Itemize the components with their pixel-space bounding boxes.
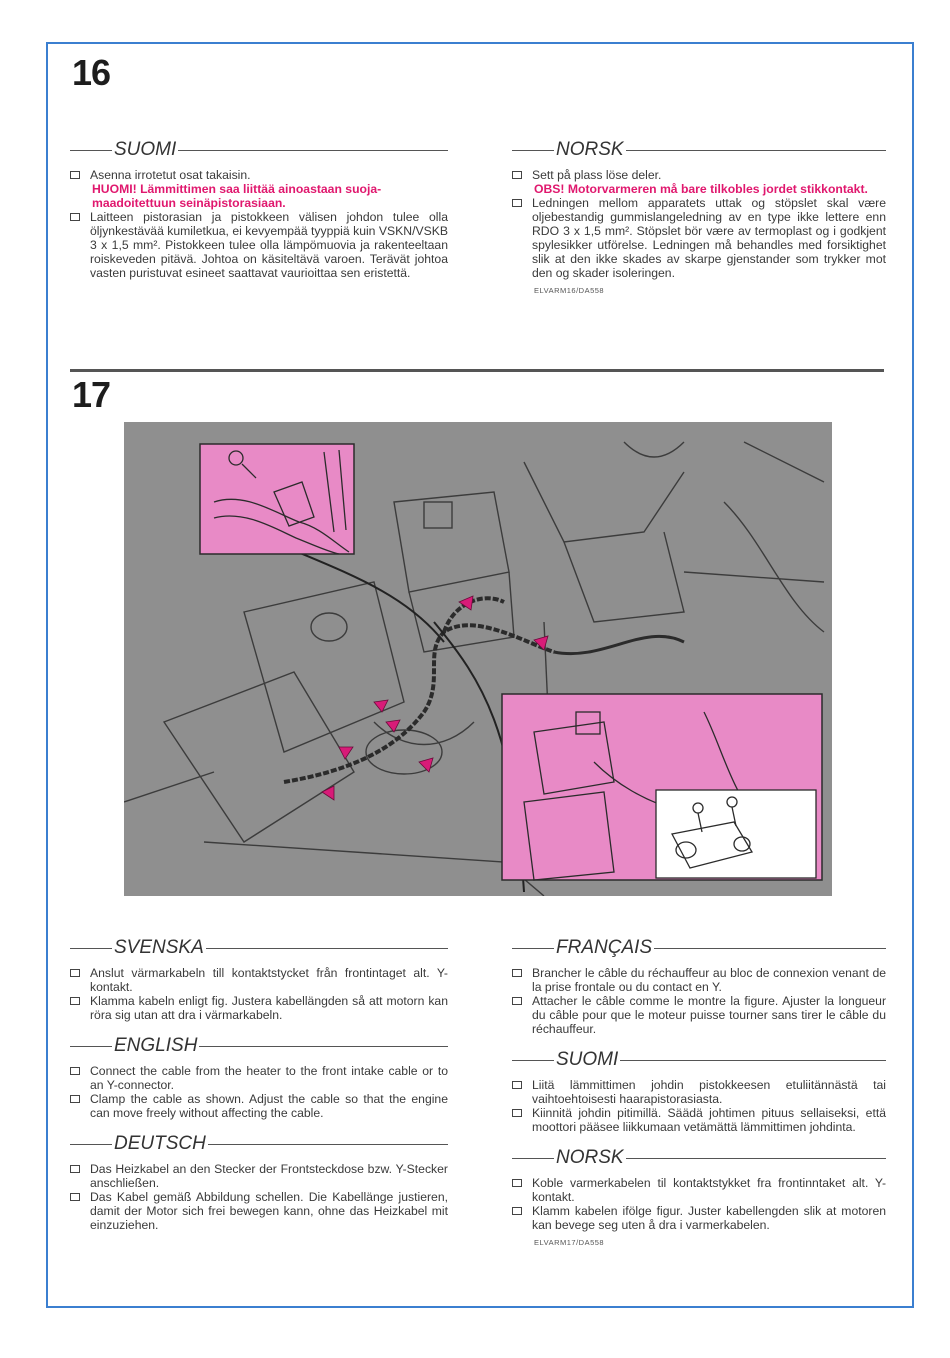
heading-deutsch <box>70 1134 448 1154</box>
list-item: Klamm kabelen ifölge figur. Juster kabellengden slik at motoren kan bevege seg uten å dra i varmerkabelen. <box>512 1204 886 1232</box>
warning-text: HUOMI! Lämmittimen saa liittää ainoastaan suoja-maadoitettuun seinäpistorasiaan. <box>92 182 382 210</box>
list-item: Koble varmerkabelen til kontaktstykket fra frontinntaket alt. Y-kontakt. <box>512 1176 886 1204</box>
heading-francais <box>512 938 886 958</box>
list-item: Connect the cable from the heater to the front intake cable or to an Y-connector. <box>70 1064 448 1092</box>
heading-english <box>70 1036 448 1056</box>
checkbox-icon <box>512 1207 522 1215</box>
section-17-left-column <box>70 938 448 1232</box>
heading-label: NORSK <box>556 139 624 160</box>
list-item: Clamp the cable as shown. Adjust the cable so that the engine can move freely without affecting the cable. <box>70 1092 448 1120</box>
heading-label: NORSK <box>556 1147 624 1168</box>
list-item: Das Kabel gemäß Abbildung schellen. Die Kabellänge justieren, damit der Motor sich frei bewegen kann, ohne das Heizkabel mit einzuziehen. <box>70 1190 448 1232</box>
list-item: Anslut värmarkabeln till kontaktstycket från frontintaget alt. Y-kontakt. <box>70 966 448 994</box>
checkbox-icon <box>70 1165 80 1173</box>
heading-label: SUOMI <box>556 1049 619 1070</box>
section-16-suomi <box>70 140 448 280</box>
heading-label: ENGLISH <box>114 1035 198 1056</box>
heading-label: DEUTSCH <box>114 1133 206 1154</box>
checkbox-icon <box>512 969 522 977</box>
checkbox-icon <box>70 213 80 221</box>
engine-illustration <box>124 422 832 896</box>
checkbox-icon <box>512 1179 522 1187</box>
document-code: ELVARM16/DA558 <box>534 286 605 295</box>
heading-suomi <box>512 1050 886 1070</box>
list-item: Klamma kabeln enligt fig. Justera kabellängden så att motorn kan röra sig utan att dra i värmarkabeln. <box>70 994 448 1022</box>
heading-norsk <box>512 140 886 160</box>
heading-label: SVENSKA <box>114 937 204 958</box>
checkbox-icon <box>512 171 522 179</box>
list-item: Ledningen mellom apparatets uttak og stöpslet skal være oljebestandig gummislangeledning av en type ikke lettere enn RDO 3 x 1,5 mm². Stöpslet bör være av termoplast og i godkjent spylesikker utförelse. Ledningen må behandles med forsiktighet slik at den ikke skades av skarpe gjenstander som trykker mot den og skader isoleringen. <box>512 196 886 280</box>
document-code: ELVARM17/DA558 <box>534 1238 605 1247</box>
checkbox-icon <box>70 1095 80 1103</box>
heading-label: SUOMI <box>114 139 177 160</box>
list-item: Attacher le câble comme le montre la figure. Ajuster la longueur du câble pour que le moteur puisse tourner sans tirer le câble du réchauffeur. <box>512 994 886 1036</box>
section-16-number: 16 <box>72 52 111 93</box>
list-item: Sett på plass löse deler. <box>512 168 886 182</box>
checkbox-icon <box>70 171 80 179</box>
checkbox-icon <box>512 1081 522 1089</box>
list-item: Laitteen pistorasian ja pistokkeen välisen johdon tulee olla öljynkestävää kumiletkua, ei kevyempää tyyppiä kuin VSKN/VSKB 3 x 1,5 mm². Pistokkeen tulee olla lämpömuovia ja rakenteeltaan roiskeveden pitävä. Johtoa on käsiteltävä varoen. Terävät johtoa vasten puristuvat esineet saattavat vaurioittaa sen eristettä. <box>70 210 448 280</box>
list-item: Liitä lämmittimen johdin pistokkeesen etuliitännästä tai vaihtoehtoisesti haarapistorasiasta. <box>512 1078 886 1106</box>
checkbox-icon <box>512 199 522 207</box>
list-item: Kiinnitä johdin pitimillä. Säädä johtimen pituus sellaiseksi, että moottori pääsee liikkumaan vetämättä lämmittimen johdinta. <box>512 1106 886 1134</box>
list-item: Brancher le câble du réchauffeur au bloc de connexion venant de la prise frontale ou du contact en Y. <box>512 966 886 994</box>
section-divider <box>70 369 884 372</box>
section-17-number: 17 <box>72 374 111 415</box>
checkbox-icon <box>512 997 522 1005</box>
list-item: Asenna irrotetut osat takaisin. <box>70 168 448 182</box>
heading-label: FRANÇAIS <box>556 937 653 958</box>
section-17-right-column <box>512 938 886 1250</box>
checkbox-icon <box>70 1193 80 1201</box>
section-16-norsk <box>512 140 886 298</box>
heading-norsk <box>512 1148 886 1168</box>
checkbox-icon <box>70 997 80 1005</box>
heading-svenska <box>70 938 448 958</box>
list-item: Das Heizkabel an den Stecker der Frontsteckdose bzw. Y-Stecker anschließen. <box>70 1162 448 1190</box>
warning-text: OBS! Motorvarmeren må bare tilkobles jordet stikkontakt. <box>534 182 868 196</box>
checkbox-icon <box>70 969 80 977</box>
heading-suomi <box>70 140 448 160</box>
checkbox-icon <box>70 1067 80 1075</box>
checkbox-icon <box>512 1109 522 1117</box>
